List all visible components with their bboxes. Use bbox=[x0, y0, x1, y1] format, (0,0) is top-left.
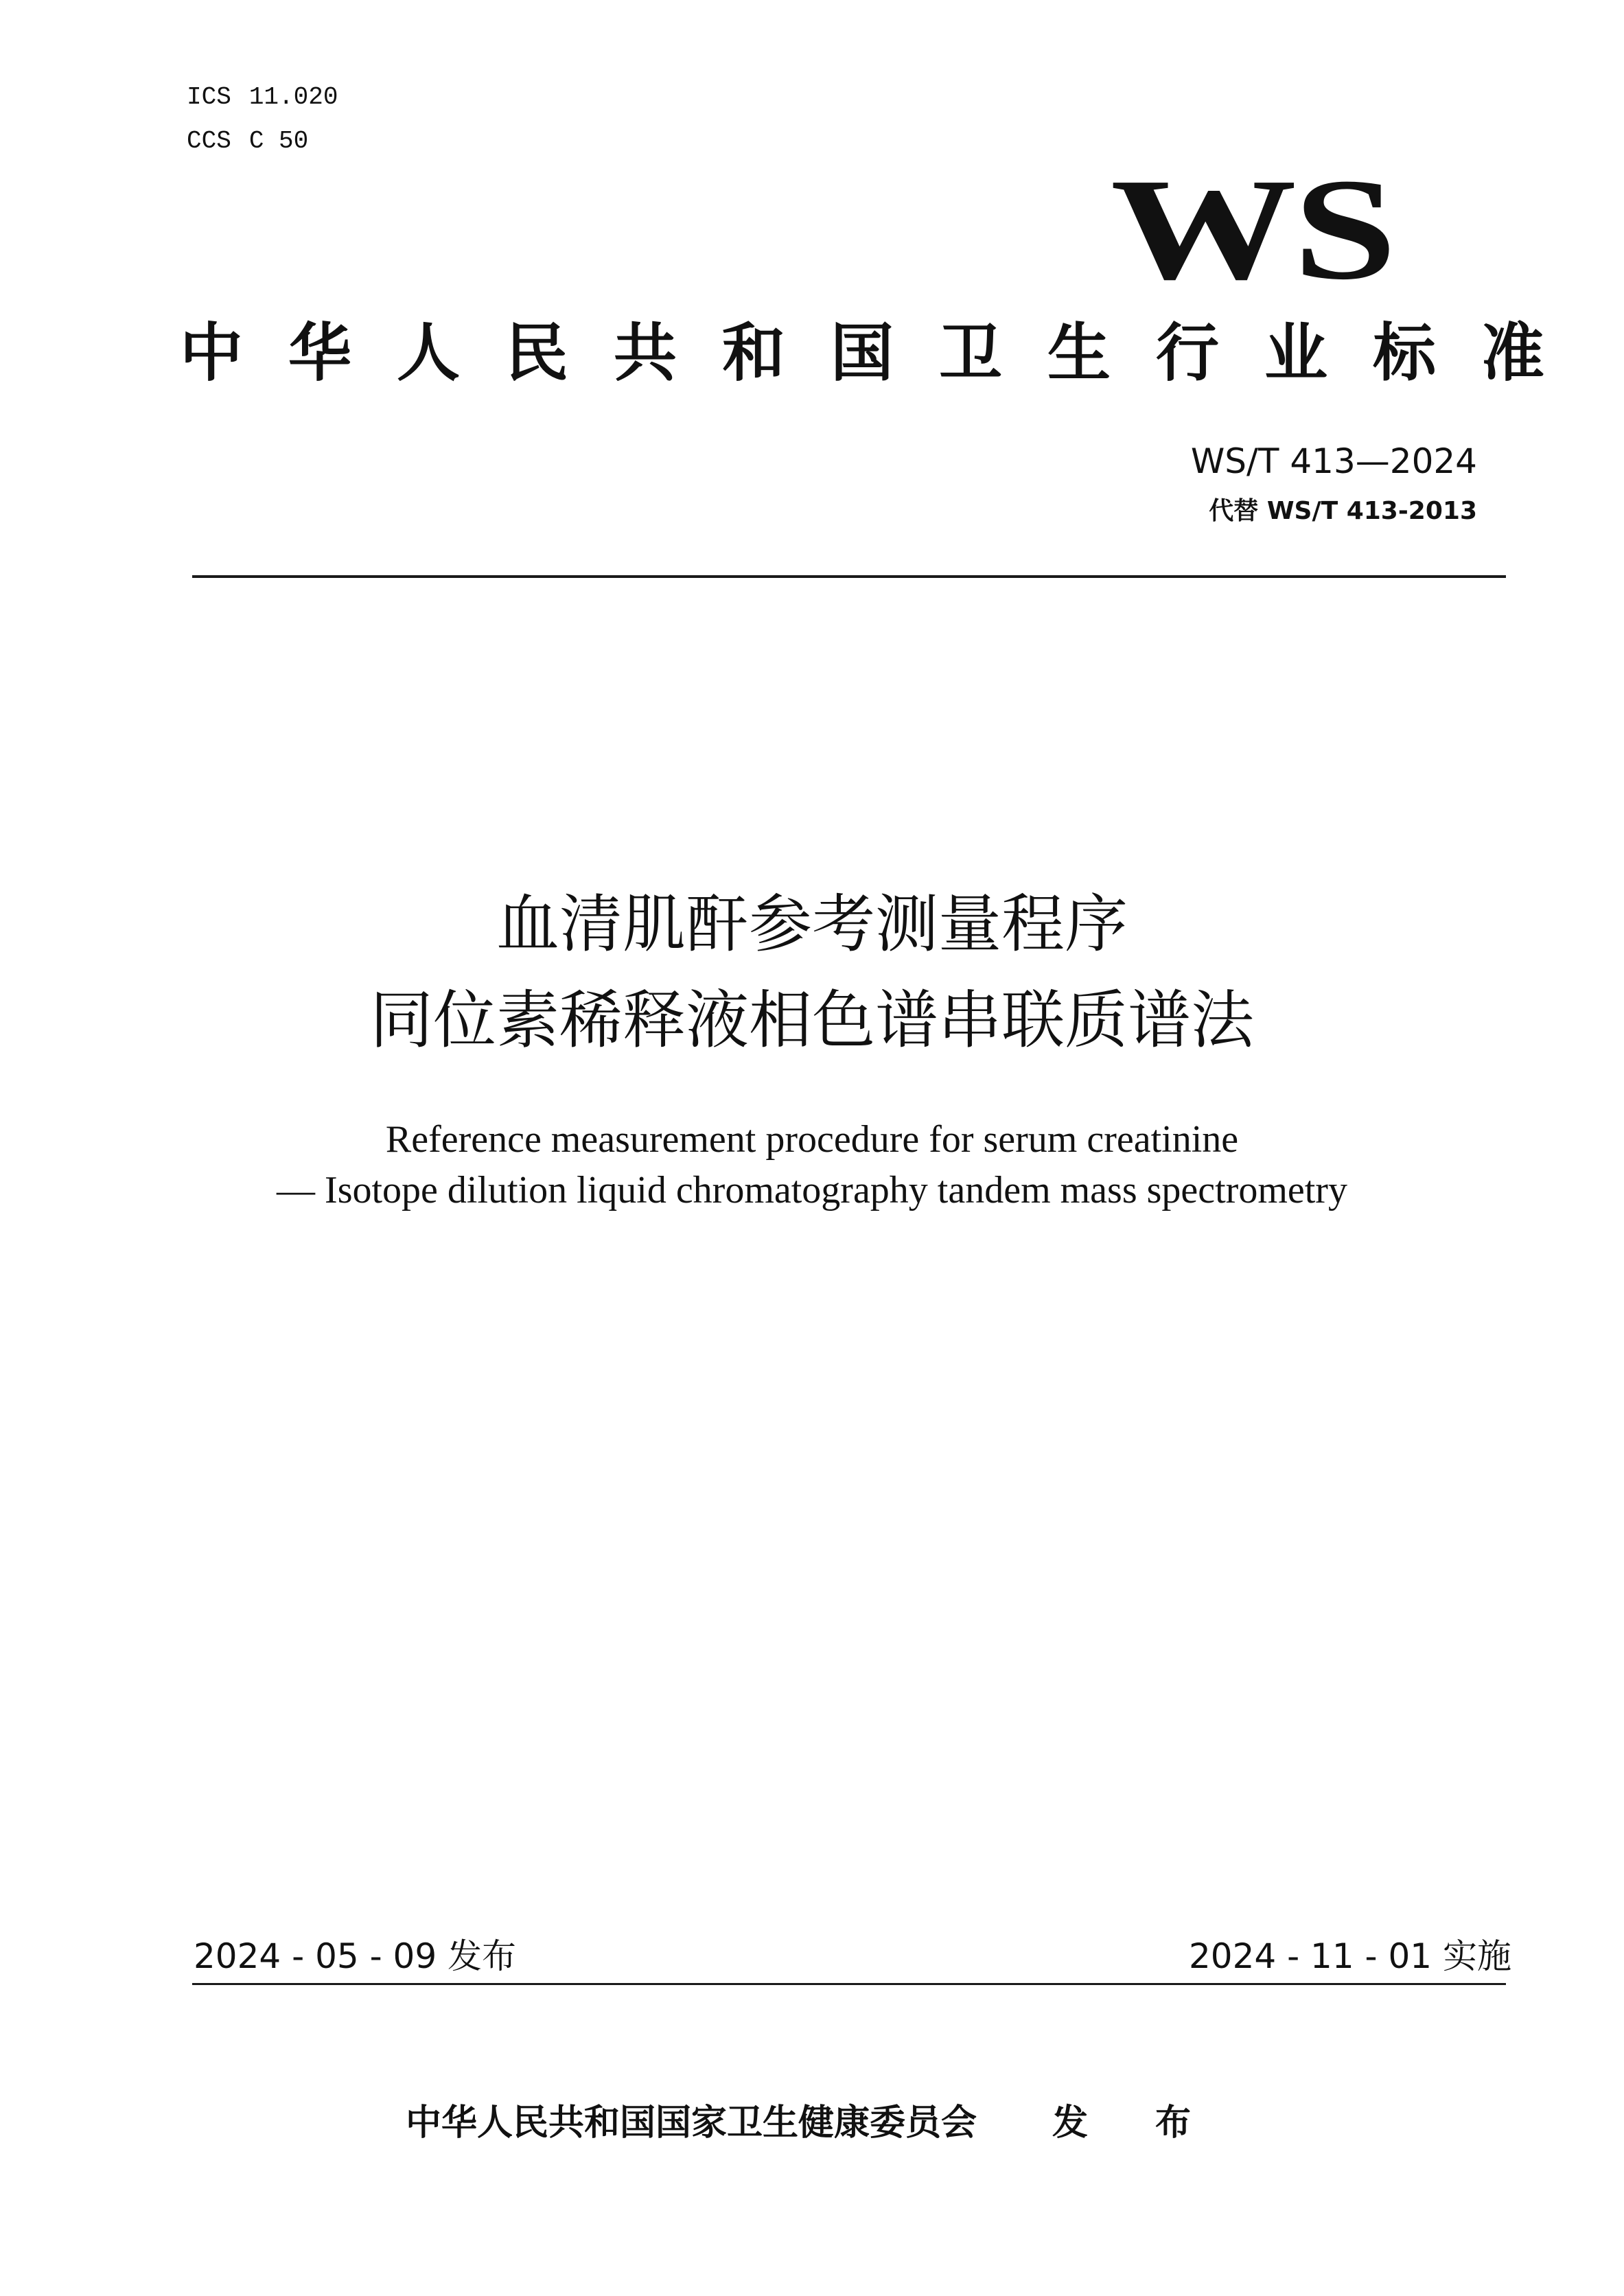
bottom-divider bbox=[192, 1983, 1506, 1985]
title-en-line1: Reference measurement procedure for serum creatinine bbox=[385, 1118, 1239, 1161]
ics-label: ICS bbox=[187, 83, 231, 111]
issue-date: 2024 - 05 - 09 发布 bbox=[194, 1936, 517, 1976]
ics-value: 11.020 bbox=[248, 83, 338, 111]
publish-action: 发 布 bbox=[1052, 2102, 1219, 2144]
ws-logo: WS bbox=[1110, 148, 1393, 310]
ics-row bbox=[187, 76, 338, 119]
ccs-row bbox=[187, 119, 338, 163]
title-en-line2: — Isotope dilution liquid chromatography tandem mass spectrometry bbox=[277, 1169, 1347, 1211]
standard-category-title: 中华人民共和国卫生行业标准 bbox=[180, 316, 1590, 390]
implementation-date: 2024 - 11 - 01 实施 bbox=[1188, 1936, 1511, 1976]
classification-codes bbox=[187, 76, 338, 163]
standard-number: WS/T 413—2024 bbox=[1190, 441, 1477, 481]
top-divider bbox=[192, 575, 1506, 578]
replaces-standard: 代替 WS/T 413-2013 bbox=[1209, 497, 1477, 525]
ccs-value: C 50 bbox=[248, 127, 309, 155]
title-zh-line2: 同位素稀释液相色谱串联质谱法 bbox=[369, 984, 1254, 1057]
publisher-name: 中华人民共和国国家卫生健康委员会 bbox=[405, 2102, 977, 2144]
publisher-line bbox=[0, 2097, 1624, 2149]
ccs-label: CCS bbox=[187, 127, 231, 155]
title-zh-line1: 血清肌酐参考测量程序 bbox=[496, 888, 1128, 961]
